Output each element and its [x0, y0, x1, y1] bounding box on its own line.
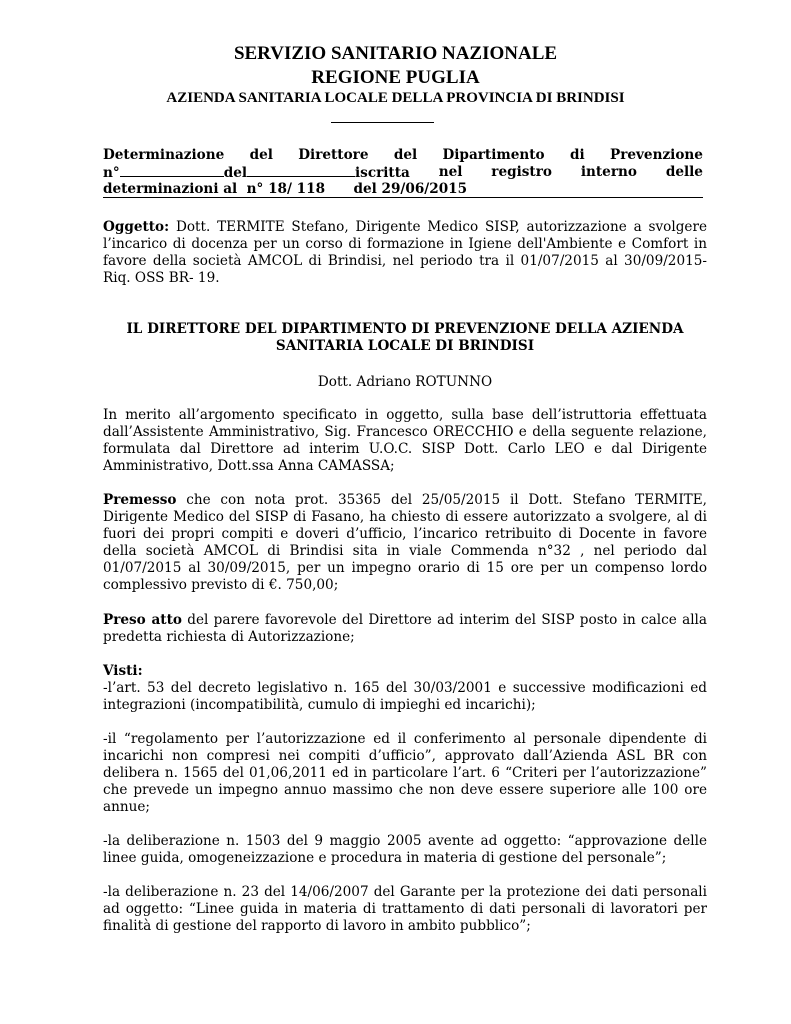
header-asl: AZIENDA SANITARIA LOCALE DELLA PROVINCIA DI BRINDISI — [166, 90, 625, 106]
visti-label: Visti: — [103, 663, 143, 679]
determination-underline — [103, 197, 703, 198]
director-name: Dott. Adriano ROTUNNO — [317, 374, 493, 390]
preso-atto-paragraph — [103, 612, 707, 646]
premesso-label: Premesso — [103, 492, 177, 508]
premesso-paragraph — [103, 492, 707, 594]
oggetto-label: Oggetto: — [103, 219, 170, 235]
oggetto-text: Dott. TERMITE Stefano, Dirigente Medico SISP, autorizzazione a svolgere l’incarico di docenza per un corso di formazione in Igiene dell'Ambiente e Comfort in favore della società AMCOL di Brindisi, nel periodo tra il 01/07/2015 al 30/09/2015- Riq. OSS BR- 19. — [103, 219, 707, 286]
merito-paragraph: In merito all’argomento specificato in oggetto, sulla base dell’istruttoria effettuata dall’Assistente Amministrativo, Sig. Francesco ORECCHIO e della seguente relazione, formulata dal Direttore ad interim U.O.C. SISP Dott. Carlo LEO e dal Dirigente Amministrativo, Dott.ssa Anna CAMASSA; — [103, 407, 707, 474]
number-blank — [120, 164, 224, 177]
header-divider — [331, 122, 434, 123]
header-national-service: SERVIZIO SANITARIO NAZIONALE — [233, 43, 558, 64]
determination-row-3: determinazioni al n° 18/ 118 del 29/06/2015 — [103, 181, 468, 197]
date-blank — [247, 164, 355, 177]
visti-item-4: -la deliberazione n. 23 del 14/06/2007 del Garante per la protezione dei dati personali ad oggetto: “Linee guida in materia di trattamento di dati personali di lavoratori per finalità di gestione del rapporto di lavoro in ambito pubblico”; — [103, 884, 707, 934]
determination-block — [103, 147, 703, 198]
visti-item-3: -la deliberazione n. 1503 del 9 maggio 2005 avente ad oggetto: “approvazione delle linee guida, omogeneizzazione e procedura in materia di gestione del personale”; — [103, 833, 707, 866]
visti-item-1: -l’art. 53 del decreto legislativo n. 165 del 30/03/2001 e successive modificazioni ed integrazioni (incompatibilità, cumulo di impieghi ed incarichi); — [103, 680, 707, 713]
preso-atto-label: Preso atto — [103, 612, 182, 628]
determination-row-1: Determinazione del Direttore del Dipartimento di Prevenzione — [103, 147, 703, 163]
determination-row-2: n° del iscritta nel registro interno delle — [103, 164, 703, 181]
oggetto-paragraph — [103, 219, 707, 287]
premesso-text: che con nota prot. 35365 del 25/05/2015 il Dott. Stefano TERMITE, Dirigente Medico del SISP di Fasano, ha chiesto di essere autorizzato a svolgere, al di fuori dei propri compiti e doveri d’ufficio, l’incarico retribuito di Docente in favore della società AMCOL di Brindisi sita in viale Commenda n°32 , nel periodo dal 01/07/2015 al 30/09/2015, per un impegno orario di 15 ore per un compenso lordo complessivo previsto di €. 750,00; — [103, 492, 707, 593]
preso-atto-text: del parere favorevole del Direttore ad interim del SISP posto in calce alla predetta richiesta di Autorizzazione; — [103, 612, 708, 645]
director-title: IL DIRETTORE DEL DIPARTIMENTO DI PREVENZIONE DELLA AZIENDA SANITARIA LOCALE DI BRINDISI — [126, 321, 684, 354]
header-region: REGIONE PUGLIA — [311, 67, 480, 88]
visti-item-2: -il “regolamento per l’autorizzazione ed il conferimento al personale dipendente di incarichi non compresi nei compiti d’ufficio”, approvato dall’Azienda ASL BR con delibera n. 1565 del 01,06,2011 ed in particolare l’art. 6 “Criteri per l’autorizzazione” che prevede un impegno annuo massimo che non deve essere superiore alle 100 ore annue; — [103, 731, 707, 815]
